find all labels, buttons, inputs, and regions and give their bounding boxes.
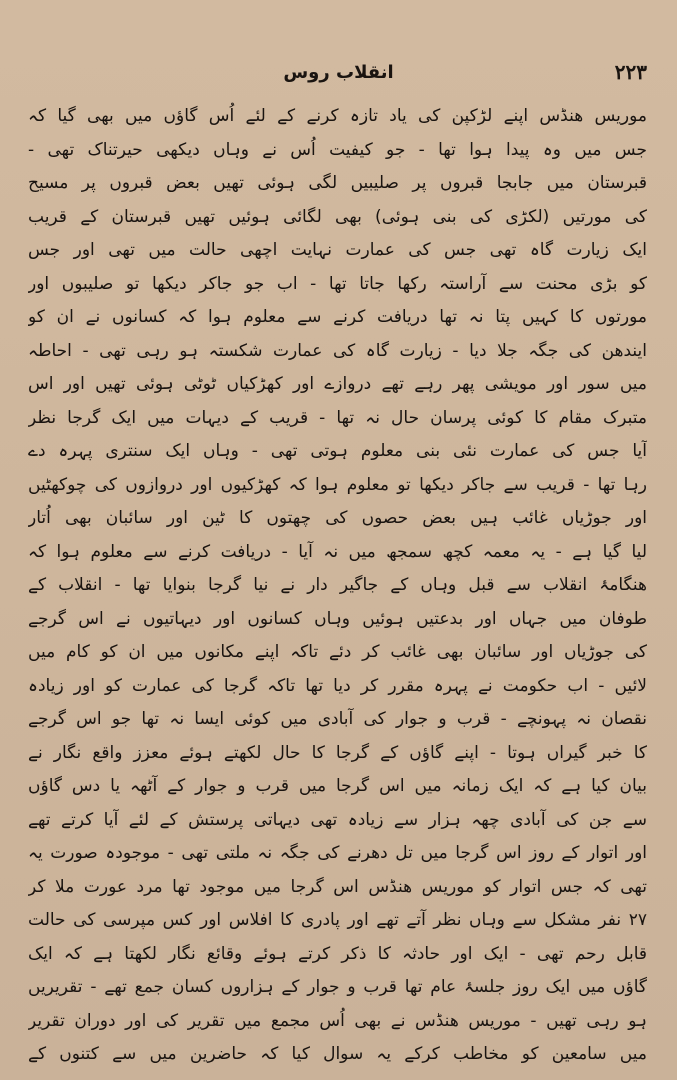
text-line: ہو رہی تھیں - موریس هنڈس نے بھی اُس مجمع میں تقریر کی اور دوران تقریر [28,1010,647,1031]
text-line: تھی کہ جس اتوار کو موریس هنڈس اس گرجا میں موجود تھا مرد عورت ملا کر [28,876,647,897]
text-line: کو بڑی محنت سے آراستہ رکھا جاتا تھا - اب جو جاکر دیکھا تو صلیبوں اور [28,273,647,294]
text-line: ھنگامۂ انقلاب سے قبل وہاں کے جاگیر دار نے نیا گرجا بنوایا تھا - انقلاب کے [28,575,647,595]
text-line: میں سور اور مویشی پھر رہے تھے دروازے اور کھڑکیاں ٹوٹی ہوئی تھیں اور اس [28,374,647,394]
text-line: اور اتوار کے روز اس گرجا میں تل دھرنے کی جگہ نہ ملتی تھی - موجودہ صورت یہ [28,843,647,863]
text-line: قابل رحم تھی - ایک اور حادثہ کا ذکر کرتے ہوئے وقائع نگار لکھتا ہے کہ ایک [28,943,647,964]
text-line: کا خبر گیراں ہوتا - اپنے گاؤں کے گرجا کا حال لکھتے ہوئے معزز واقع نگار نے [28,742,647,763]
text-line: آیا جس کی عمارت نئی بنی معلوم ہوتی تھی - وہاں ایک سنتری پہرہ دے [28,441,647,461]
text-line: کی جوڑیاں اور سائبان بھی غائب کر دئے تاکہ اپنے مکانوں میں ان کو کام میں [28,642,647,662]
text-line: نقصان نہ پہونچے - قرب و جوار کی آبادی میں کوئی ایسا نہ تھا جو اس گرجے [28,709,647,729]
text-line: اور جوڑیاں غائب ہیں بعض حصوں کی چھتوں کا ٹین اور سائبان بھی اُتار [28,508,647,528]
text-line: ۲۷ نفر مشکل سے وہاں نظر آتے تھے اور پادری کا افلاس اور کس مپرسی کی حالت [28,910,647,930]
text-line: میں سامعین کو مخاطب کرکے یہ سوال کیا کہ حاضرین میں سے کتنوں کے [28,1044,647,1064]
text-line: گاؤں میں ایک روز جلسۂ عام تھا قرب و جوار کے ہزاروں کسان جمع تھے - تقریریں [28,977,647,997]
text-line: طوفان میں جہاں اور بدعتیں ہوئیں وہاں کسانوں اور دیہاتیوں نے اس گرجے [28,608,647,629]
text-line: ایک زیارت گاہ تھی جس کی عمارت نہایت اچھی حالت میں تھی اور جس [28,240,647,260]
text-line: بیان کیا ہے کہ ایک زمانہ میں اس گرجا میں قرب و جوار کے آٹھہ یا دس گاؤں [28,776,647,796]
body-text [28,100,647,1072]
text-line: متبرک مقام کا کوئی پرسان حال نہ تھا - قریب کے دیہات میں ایک گرجا نظر [28,407,647,428]
text-line: لائیں - اب حکومت نے پہرہ مقرر کر دیا تھا تاکہ گرجا کی عمارت کو اور زیادہ [28,675,647,696]
running-title: انقلاب روس [283,62,394,83]
text-line: مورتوں کا کہیں پتا نہ تھا دریافت کرنے سے معلوم ہوا کہ کسانوں نے ان کو [28,307,647,327]
text-line: کی مورتیں (لکڑی کی بنی ہوئی) بھی لگائی ہوئیں تھیں قبرستان کے قریب [28,206,647,227]
page-number: ۲۲۳ [614,60,647,84]
text-line: قبرستان میں جابجا قبروں پر صلیبیں لگی ہوئی تھیں بعض قبروں پر مسیح [28,173,647,193]
text-line: جس میں وہ پیدا ہوا تھا - جو کیفیت اُس نے وہاں دیکھی حیرتناک تھی - [28,139,647,160]
text-line: موریس هنڈس اپنے لڑکپن کی یاد تازہ کرنے کے لئے اُس گاؤں میں بھی گیا کہ [28,106,647,126]
text-line: رہا تھا - قریب سے جاکر دیکھا تو معلوم ہوا کہ کھڑکیوں اور دروازوں کی چوکھٹیں [28,474,647,495]
text-line: سے جن کی آبادی چھہ ہزار سے زیادہ تھی دیہاتی پرستش کے لئے آیا کرتے تھے [28,809,647,830]
page-header [0,60,677,90]
text-line: ایندھن کی جگہ جلا دیا - زیارت گاہ کی عمارت شکستہ ہو رہی تھی - احاطہ [28,340,647,361]
text-line: لیا گیا ہے - یہ معمہ کچھ سمجھ میں نہ آیا - دریافت کرنے سے معلوم ہوا کہ [28,541,647,562]
